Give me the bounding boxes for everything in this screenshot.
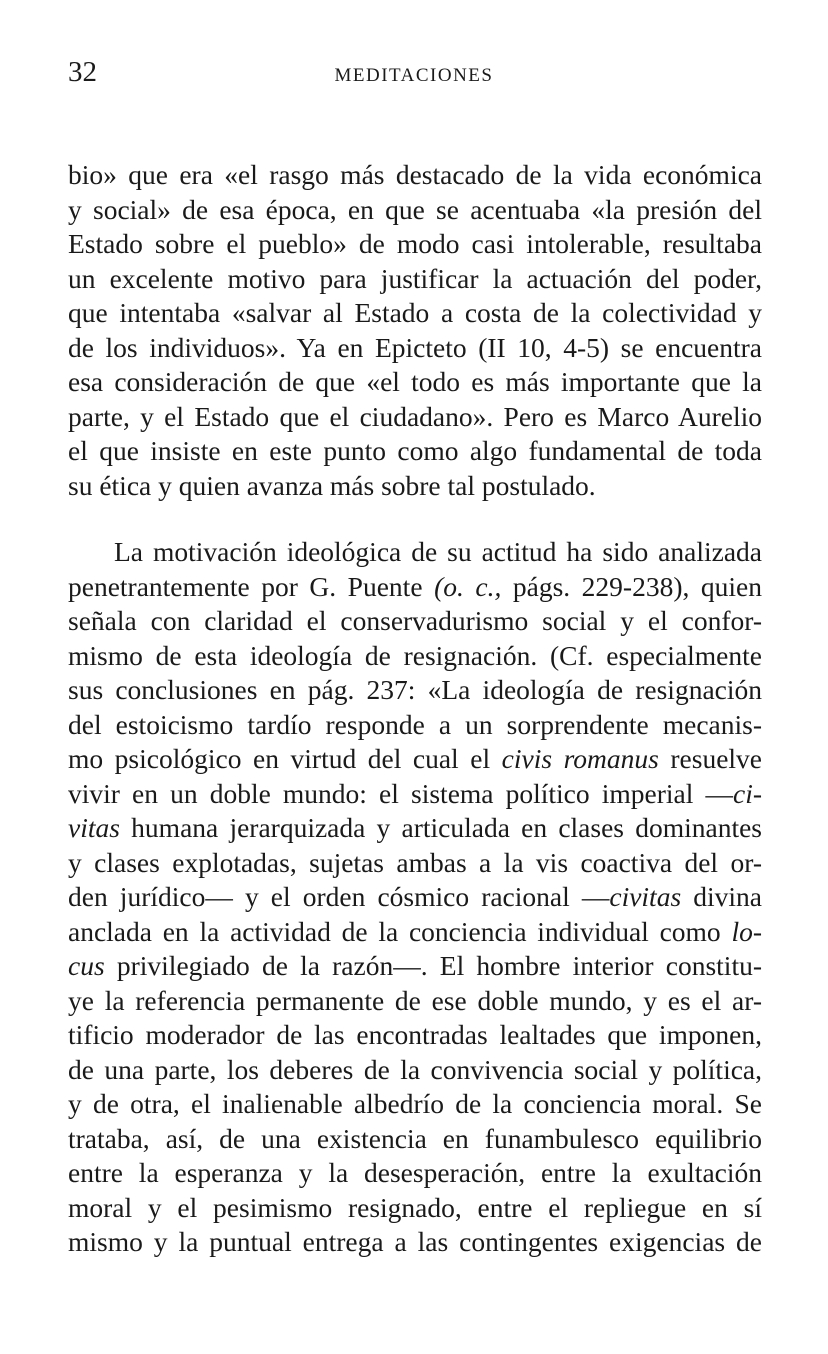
italic-segment: ci- (732, 777, 762, 809)
text-segment: págs. 229-238), quien (501, 570, 762, 602)
text-line (68, 708, 762, 742)
text-line (68, 949, 762, 983)
text-line (68, 434, 762, 468)
text-segment: tificio moderador de las encontradas lealtades que imponen, (68, 1019, 762, 1050)
italic-segment: vitas (68, 812, 120, 843)
text-segment: del estoicismo tardío responde a un sorprendente mecanis- (68, 708, 762, 740)
text-segment: y de otra, el inalienable albedrío de la conciencia moral. Se (68, 1088, 762, 1119)
text-segment: humana jerarquizada y articulada en clases dominantes (119, 812, 762, 843)
text-segment: un excelente motivo para justificar la actuación del poder, (68, 262, 762, 294)
text-line (68, 1018, 762, 1052)
text-line (68, 331, 762, 365)
text-segment: moral y el pesimismo resignado, entre el repliegue en sí (68, 1191, 762, 1223)
text-line (68, 604, 762, 638)
text-line (68, 1225, 762, 1259)
text-segment: y clases explotadas, sujetas ambas a la vis coactiva del or- (68, 846, 762, 878)
italic-segment: cus (68, 950, 105, 981)
text-segment: ye la referencia permanente de ese doble mundo, y es el ar- (68, 984, 762, 1016)
italic-segment: civitas (609, 881, 682, 912)
text-segment: La motivación ideológica de su actitud ha sido analizada (114, 536, 762, 567)
running-title: MEDITACIONES (334, 65, 494, 86)
text-line (68, 846, 762, 880)
text-segment: den jurídico— y el orden cósmico racional — (68, 881, 610, 912)
text-line (68, 639, 762, 673)
text-line (68, 742, 762, 776)
text-line (68, 1053, 762, 1087)
text-line (68, 227, 762, 261)
text-segment: bio» que era «el rasgo más destacado de la vida económica (68, 159, 762, 190)
text-line (68, 193, 762, 227)
text-line (68, 880, 762, 914)
text-line (68, 365, 762, 399)
text-segment: resuelve (658, 743, 762, 774)
text-segment: que intentaba «salvar al Estado a costa de la colectividad y (68, 297, 762, 328)
text-line (114, 535, 762, 569)
text-line (68, 400, 762, 434)
text-line (68, 811, 762, 845)
italic-segment: lo- (731, 915, 762, 947)
italic-segment: civis romanus (501, 743, 659, 774)
text-line (68, 1122, 762, 1156)
text-line (68, 296, 762, 330)
text-segment: divina (681, 881, 762, 912)
text-segment: su ética y quien avanza más sobre tal postulado. (68, 469, 596, 501)
page-number: 32 (68, 56, 97, 88)
text-line (68, 158, 762, 192)
text-line (68, 673, 762, 707)
text-line (68, 1191, 762, 1225)
text-segment: mismo de esta ideología de resignación. (Cf. especialmente (68, 639, 762, 671)
text-line (68, 915, 762, 949)
text-segment: señala con claridad el conservadurismo social y el confor- (68, 605, 762, 636)
text-segment: esa consideración de que «el todo es más importante que la (68, 366, 762, 397)
italic-segment: (o. c., (434, 570, 502, 602)
text-segment: parte, y el Estado que el ciudadano». Pero es Marco Aurelio (68, 400, 762, 432)
text-line (68, 1087, 762, 1121)
text-segment: Estado sobre el pueblo» de modo casi intolerable, resultaba (68, 228, 762, 259)
text-line (68, 469, 762, 503)
text-segment: el que insiste en este punto como algo fundamental de toda (68, 435, 762, 466)
text-segment: trataba, así, de una existencia en funambulesco equilibrio (68, 1122, 762, 1154)
text-segment: privilegiado de la razón—. El hombre interior constitu- (104, 950, 762, 981)
text-segment: vivir en un doble mundo: el sistema político imperial — (68, 777, 733, 809)
text-segment: y social» de esa época, en que se acentuaba «la presión del (68, 193, 762, 225)
text-line (68, 777, 762, 811)
text-segment: anclada en la actividad de la conciencia individual como (68, 915, 732, 947)
text-segment: mismo y la puntual entrega a las contingentes exigencias de (68, 1226, 762, 1257)
text-segment: sus conclusiones en pág. 237: «La ideología de resignación (68, 674, 762, 705)
text-segment: de una parte, los deberes de la convivencia social y política, (68, 1053, 762, 1085)
text-segment: penetrantemente por G. Puente (68, 570, 435, 602)
text-segment: de los individuos». Ya en Epicteto (II 10, 4-5) se encuentra (68, 331, 762, 363)
text-line (68, 262, 762, 296)
text-segment: entre la esperanza y la desesperación, entre la exultación (68, 1157, 762, 1188)
text-line (68, 984, 762, 1018)
text-line (68, 570, 762, 604)
text-line (68, 1156, 762, 1190)
text-segment: mo psicológico en virtud del cual el (68, 743, 502, 774)
